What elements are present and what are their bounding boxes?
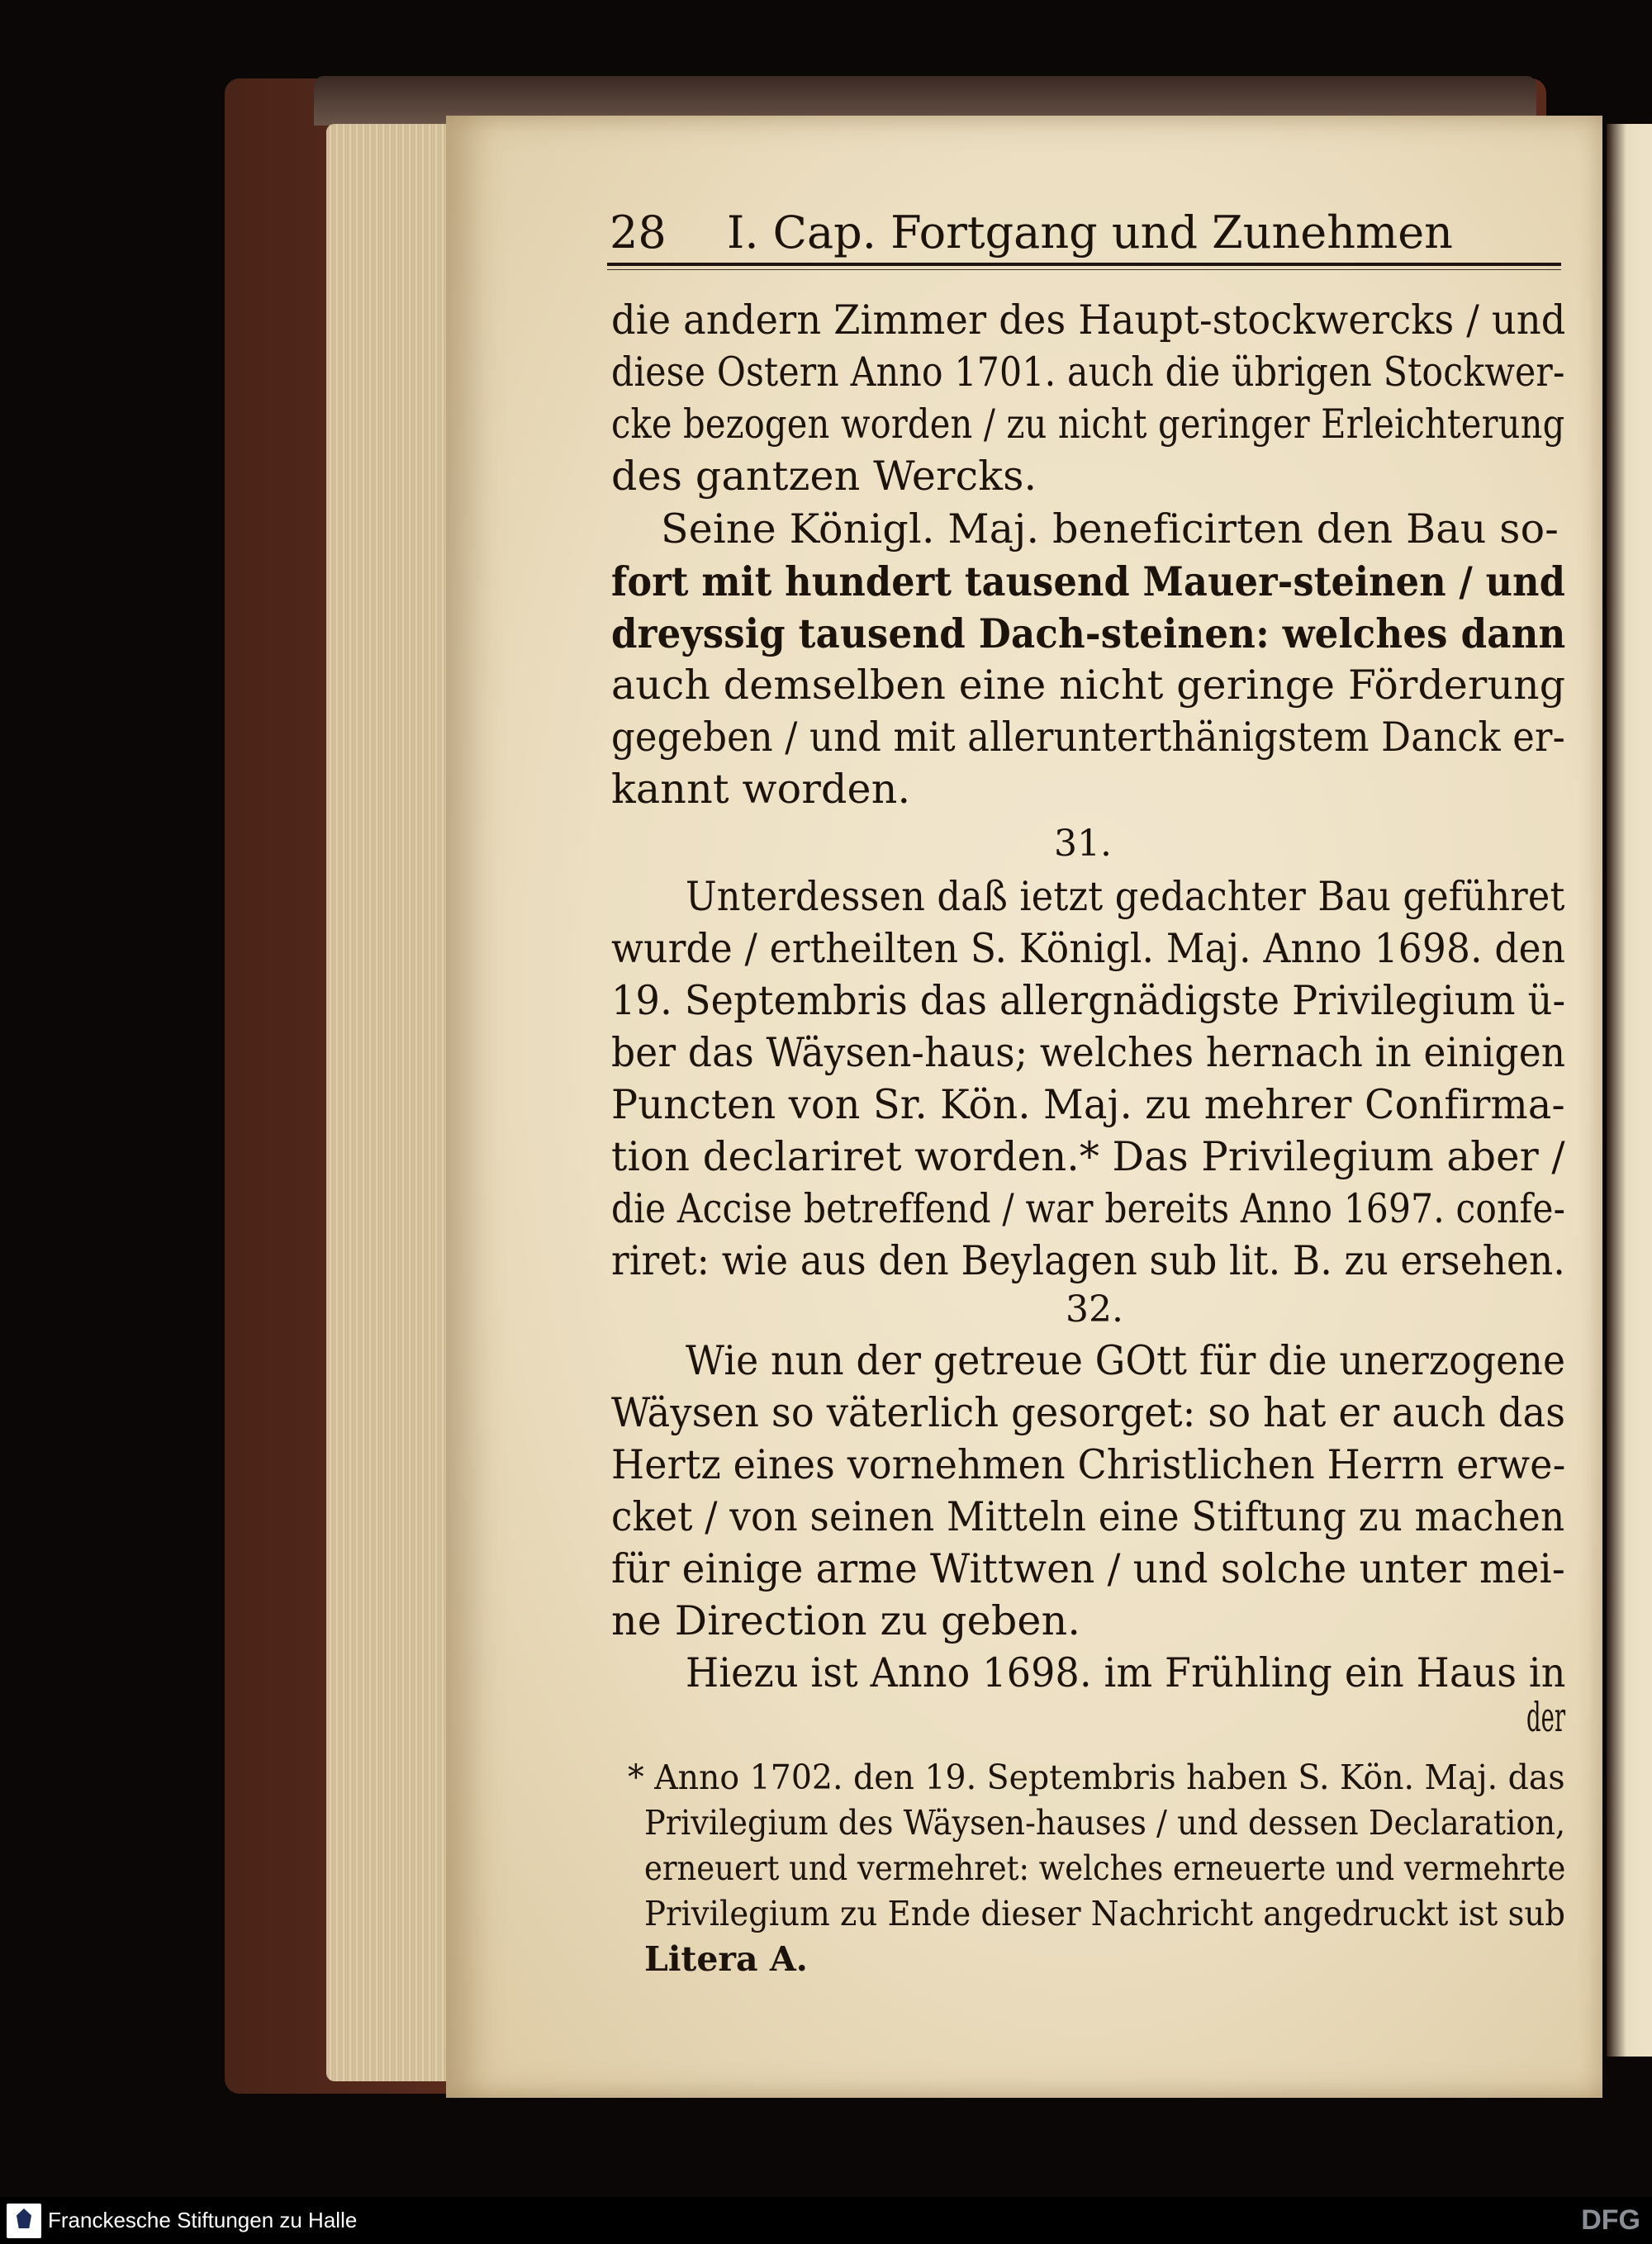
text-line: Hertz eines vornehmen Christlichen Herrn erwe- <box>611 1441 1566 1488</box>
running-title: I. Cap. Fortgang und Zunehmen <box>727 206 1453 259</box>
text-line: Seine Königl. Maj. beneficirten den Bau so- <box>661 505 1559 553</box>
text-line: Puncten von Sr. Kön. Maj. zu mehrer Confirma- <box>611 1081 1565 1128</box>
section-number: 32. <box>1066 1288 1123 1331</box>
footnote-line: Litera A. <box>644 1939 808 1979</box>
section-number: 31. <box>1054 823 1112 865</box>
text-line: cke bezogen worden / zu nicht geringer Erleichterung <box>611 401 1565 448</box>
catchword: der <box>1526 1694 1566 1741</box>
institution-logo-icon <box>7 2204 41 2238</box>
viewer-footer <box>0 2197 1652 2244</box>
text-line: Wie nun der getreue GOtt für die unerzogene <box>686 1337 1566 1384</box>
footnote-line: * Anno 1702. den 19. Septembris haben S. Kön. Maj. das <box>628 1758 1565 1797</box>
footnote-line: Privilegium des Wäysen-hauses / und dessen Declaration, <box>644 1803 1566 1843</box>
text-line: ne Direction zu geben. <box>611 1597 1081 1644</box>
institution-name: Franckesche Stiftungen zu Halle <box>48 2208 358 2232</box>
footnote-line: Privilegium zu Ende dieser Nachricht angedruckt ist sub <box>644 1894 1566 1933</box>
text-line: wurde / ertheilten S. Königl. Maj. Anno 1698. den <box>611 925 1566 972</box>
header-rule <box>607 263 1561 266</box>
header-rule-thin <box>607 269 1561 270</box>
page-number: 28 <box>610 206 667 259</box>
text-line: die Accise betreffend / war bereits Anno 1697. confe- <box>611 1185 1566 1232</box>
text-line: die andern Zimmer des Haupt-stockwercks / und <box>611 297 1566 344</box>
text-line: tion declariret worden.* Das Privilegium aber / <box>611 1133 1565 1180</box>
dfg-logo: DFG <box>1581 2204 1640 2236</box>
text-line: gegeben / und mit allerunterthänigstem Danck er- <box>611 714 1565 761</box>
text-line: diese Ostern Anno 1701. auch die übrigen Stockwer- <box>611 349 1565 396</box>
page-edges <box>326 124 458 2081</box>
text-line: 19. Septembris das allergnädigste Privilegium ü- <box>611 977 1566 1024</box>
text-line: Unterdessen daß ietzt gedachter Bau geführet <box>686 873 1565 920</box>
text-line: riret: wie aus den Beylagen sub lit. B. zu ersehen. <box>611 1237 1565 1284</box>
text-line: kannt worden. <box>611 766 911 813</box>
text-line: auch demselben eine nicht geringe Förderung <box>611 662 1566 709</box>
footnote-line: erneuert und vermehret: welches erneuerte und vermehrte <box>644 1848 1566 1888</box>
text-line: des gantzen Wercks. <box>611 453 1037 500</box>
text-line: dreyssig tausend Dach-steinen: welches dann <box>611 610 1566 657</box>
facing-page-edge <box>1607 124 1652 2057</box>
text-line: fort mit hundert tausend Mauer-steinen / und <box>611 557 1566 605</box>
text-line: Wäysen so väterlich gesorget: so hat er auch das <box>611 1389 1566 1436</box>
text-line: cket / von seinen Mitteln eine Stiftung zu machen <box>611 1493 1565 1540</box>
text-line: für einige arme Wittwen / und solche unter mei- <box>611 1545 1565 1592</box>
text-line: Hiezu ist Anno 1698. im Frühling ein Haus in <box>686 1649 1566 1696</box>
text-line: ber das Wäysen-haus; welches hernach in einigen <box>611 1029 1566 1076</box>
